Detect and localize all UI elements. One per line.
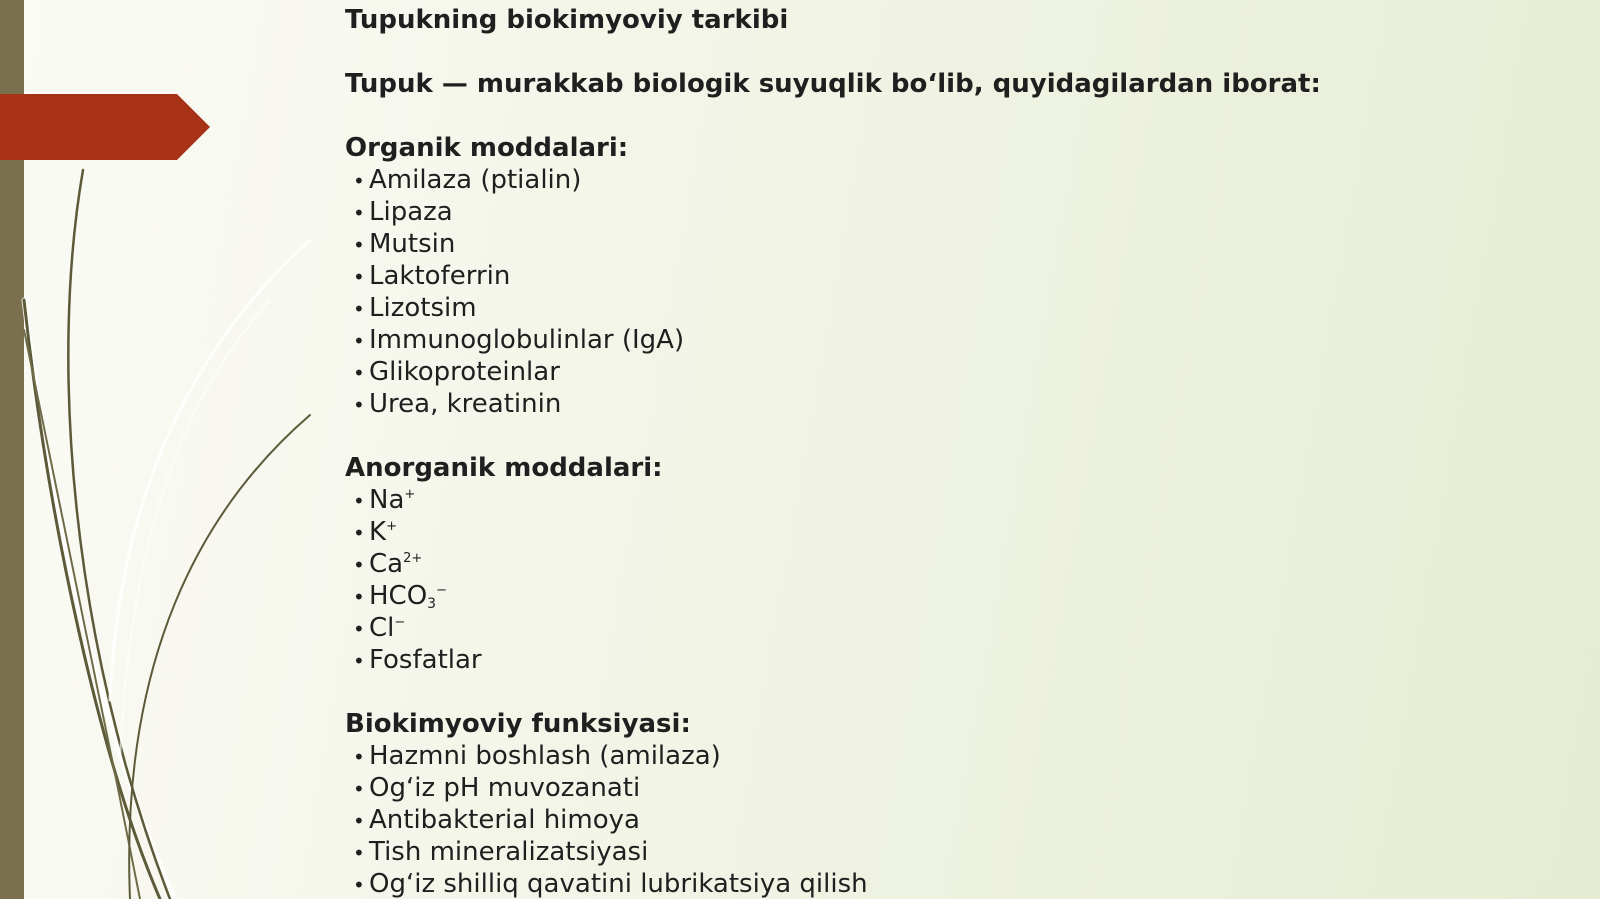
bullet-icon: • [353,841,365,865]
ion-symbol: K [369,517,387,547]
bullet-icon: • [353,489,365,513]
organic-list-item [345,324,1545,356]
ion-symbol: HCO [369,581,428,611]
bullet-icon: • [353,329,365,353]
ion-charge: − [394,615,406,630]
ion-subscript: 3 [427,596,437,612]
spacer [345,420,1545,452]
organic-list-item [345,196,1545,228]
inorganic-list [345,484,1545,676]
inorganic-list-item [345,644,1545,676]
ion-symbol: Na [369,485,405,515]
list-item-text: Antibakterial himoya [369,805,640,835]
organic-list-item [345,356,1545,388]
bullet-icon: • [353,361,365,385]
intro-text: Tupuk — murakkab biologik suyuqlik bo‘lib, quyidagilardan iborat: [345,69,1321,99]
bullet-icon: • [353,233,365,257]
list-item-text: Laktoferrin [369,261,511,291]
inorganic-heading: Anorganik moddalari: [345,453,663,483]
inorganic-list-item [345,484,1545,516]
bullet-icon: • [353,553,365,577]
function-list-item [345,772,1545,804]
organic-list-item [345,228,1545,260]
bullet-icon: • [353,169,365,193]
ion-charge: + [404,487,416,502]
ion-symbol: Fosfatlar [369,645,482,675]
list-item-text: Immunoglobulinlar (IgA) [369,325,685,355]
red-arrow-marker [0,94,210,160]
function-list-item [345,804,1545,836]
organic-list [345,164,1545,420]
organic-list-item [345,164,1545,196]
organic-heading: Organik moddalari: [345,133,629,163]
spacer [345,36,1545,68]
inorganic-list-item [345,516,1545,548]
ion-charge: − [436,583,447,598]
list-item-text: Urea, kreatinin [369,389,562,419]
bullet-icon: • [353,809,365,833]
bullet-icon: • [353,617,365,641]
slide-content [345,4,1545,899]
bullet-icon: • [353,585,365,609]
list-item-text: Amilaza (ptialin) [369,165,582,195]
list-item-text: Og‘iz shilliq qavatini lubrikatsiya qilish [369,869,868,899]
list-item-text: Og‘iz pH muvozanati [369,773,641,803]
list-item-text: Glikoproteinlar [369,357,560,387]
organic-list-item [345,388,1545,420]
spacer [345,676,1545,708]
list-item-text: Tish mineralizatsiyasi [369,837,649,867]
functions-heading: Biokimyoviy funksiyasi: [345,709,691,739]
ion-symbol: Cl [369,613,395,643]
slide-title: Tupukning biokimyoviy tarkibi [345,5,789,35]
bullet-icon: • [353,201,365,225]
ion-symbol: Ca [369,549,404,579]
list-item-text: Lizotsim [369,293,477,323]
ion-charge: 2+ [403,551,423,566]
bullet-icon: • [353,745,365,769]
function-list-item [345,868,1545,899]
list-item-text: Hazmni boshlash (amilaza) [369,741,721,771]
bullet-icon: • [353,297,365,321]
spacer [345,100,1545,132]
bullet-icon: • [353,265,365,289]
list-item-text: Mutsin [369,229,456,259]
list-item-text: Lipaza [369,197,453,227]
ion-charge: + [386,519,397,534]
inorganic-list-item [345,612,1545,644]
inorganic-list-item [345,548,1545,580]
bullet-icon: • [353,649,365,673]
bullet-icon: • [353,521,365,545]
bullet-icon: • [353,873,365,897]
organic-list-item [345,260,1545,292]
function-list-item [345,836,1545,868]
functions-list [345,740,1545,899]
bullet-icon: • [353,777,365,801]
inorganic-list-item [345,580,1545,612]
function-list-item [345,740,1545,772]
organic-list-item [345,292,1545,324]
bullet-icon: • [353,393,365,417]
